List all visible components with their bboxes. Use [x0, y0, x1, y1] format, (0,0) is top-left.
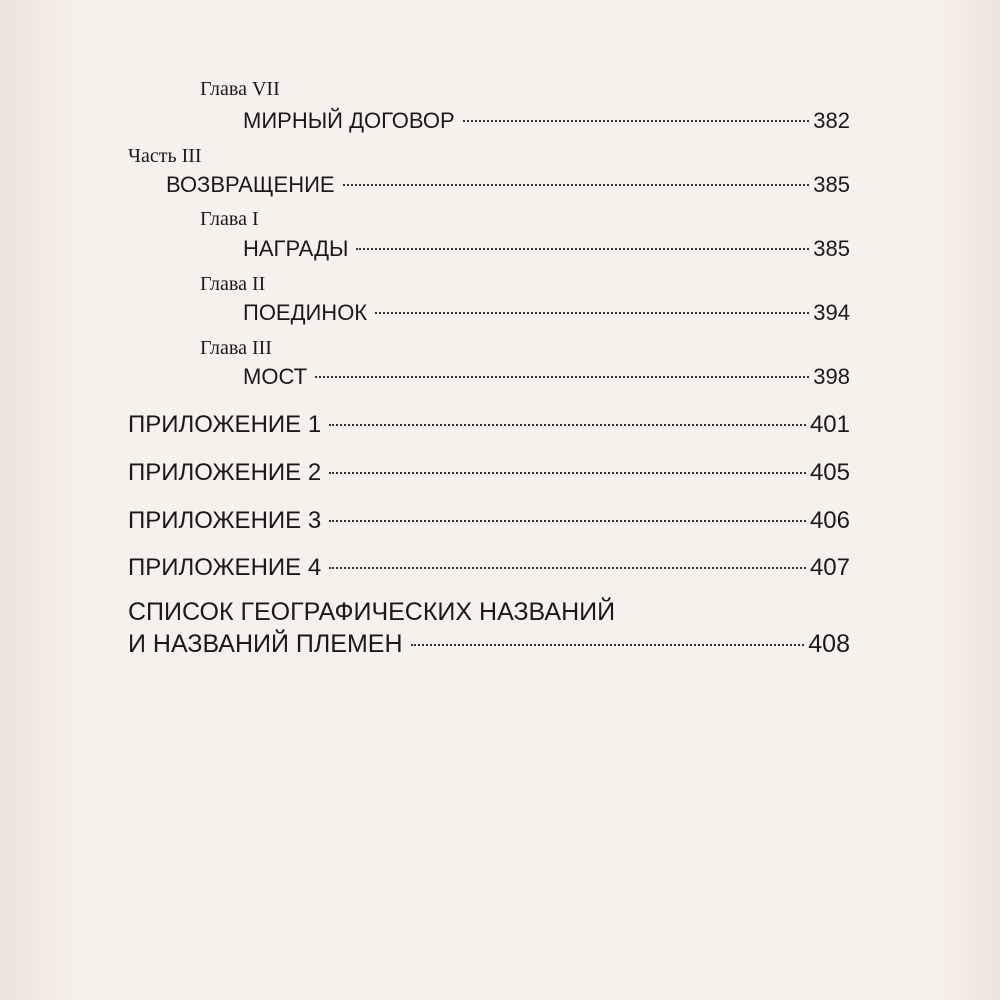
toc-entry-title: ПОЕДИНОК	[243, 300, 368, 325]
chapter-heading: Глава III	[200, 337, 272, 359]
chapter-heading: Глава VII	[200, 78, 280, 100]
toc-entry[interactable]	[166, 172, 850, 204]
toc-entry[interactable]	[128, 630, 850, 662]
toc-entry-page: 408	[808, 630, 850, 658]
dot-leader	[329, 566, 806, 569]
toc-entry-page: 405	[809, 459, 850, 486]
dot-leader	[329, 519, 806, 522]
toc-entry[interactable]	[128, 459, 850, 491]
dot-leader	[329, 471, 806, 474]
dot-leader	[315, 375, 809, 378]
toc-entry-title: ПРИЛОЖЕНИЕ 3	[128, 507, 322, 534]
toc-entry[interactable]	[243, 108, 850, 140]
toc-entry-page: 385	[813, 236, 850, 261]
chapter-heading: Глава II	[200, 273, 266, 295]
dot-leader	[375, 311, 809, 314]
dot-leader	[329, 423, 806, 426]
toc-entry-title: МОСТ	[243, 364, 308, 389]
part-heading: Часть III	[128, 145, 202, 167]
toc-entry-page: 394	[813, 300, 850, 325]
toc-entry-title: ВОЗВРАЩЕНИЕ	[166, 172, 335, 197]
toc-entry-title: ПРИЛОЖЕНИЕ 4	[128, 554, 322, 581]
toc-entry[interactable]	[128, 411, 850, 443]
toc-entry[interactable]	[243, 364, 850, 396]
toc-entry-page: 401	[809, 411, 850, 438]
toc-entry[interactable]	[243, 300, 850, 332]
toc-entry-title-line2: И НАЗВАНИЙ ПЛЕМЕН	[128, 630, 403, 658]
toc-entry-title: НАГРАДЫ	[243, 236, 349, 261]
chapter-heading: Глава I	[200, 208, 259, 230]
toc-entry[interactable]	[128, 554, 850, 586]
toc-entry-page: 406	[809, 507, 850, 534]
toc-entry-title-line1: СПИСОК ГЕОГРАФИЧЕСКИХ НАЗВАНИЙ	[128, 598, 616, 626]
dot-leader	[411, 643, 805, 646]
toc-entry-page: 407	[809, 554, 850, 581]
toc-entry-title: ПРИЛОЖЕНИЕ 2	[128, 459, 322, 486]
toc-entry-page: 385	[813, 172, 850, 197]
toc-entry-title: МИРНЫЙ ДОГОВОР	[243, 108, 455, 133]
dot-leader	[463, 119, 810, 122]
toc-entry-page: 382	[813, 108, 850, 133]
toc-entry-page: 398	[813, 364, 850, 389]
dot-leader	[343, 183, 810, 186]
toc-entry[interactable]	[243, 236, 850, 268]
toc-entry-title: ПРИЛОЖЕНИЕ 1	[128, 411, 322, 438]
toc-entry[interactable]	[128, 507, 850, 539]
dot-leader	[356, 247, 809, 250]
